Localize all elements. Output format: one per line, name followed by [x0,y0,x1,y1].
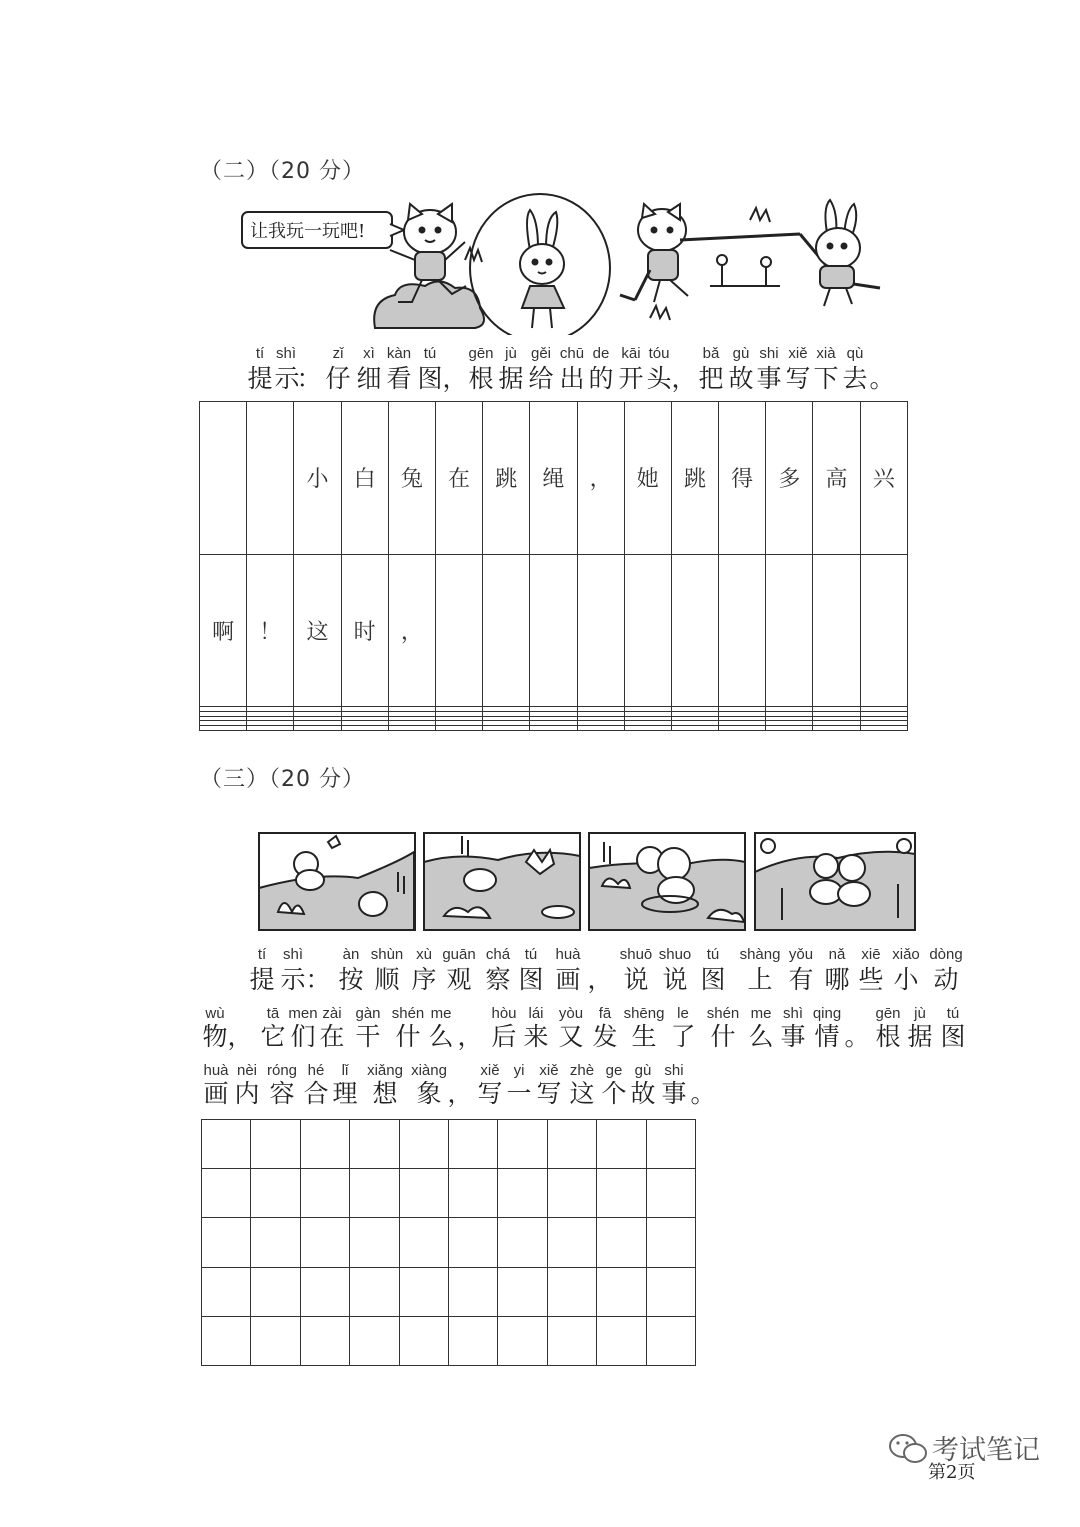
grid-cell[interactable] [350,1120,399,1169]
pinyin: tí [257,946,267,963]
pinyin: gù [634,1062,652,1079]
grid-cell[interactable] [498,1218,547,1267]
hint-char: 下 [813,364,839,393]
hint-char: 故 [630,1079,656,1108]
grid-row [202,1267,696,1316]
pinyin: me [750,1005,772,1022]
grid-cell[interactable] [202,1267,251,1316]
hint-char: 想 [372,1079,398,1108]
pinyin: kàn [386,345,412,362]
pinyin: shēng [623,1005,665,1022]
pinyin: tú [706,946,720,963]
pinyin: shì [782,1005,804,1022]
grid-cell[interactable]: 跳 [483,402,530,555]
hint-char: ， [671,364,697,393]
grid-cell[interactable] [247,402,294,555]
pinyin: bǎ [702,345,720,362]
hint-char: 上 [747,965,773,994]
grid-cell[interactable] [498,1169,547,1218]
pinyin: shén [706,1005,740,1022]
grid-cell[interactable] [547,1120,596,1169]
grid-cell[interactable] [251,1169,300,1218]
hint-char: ， [442,364,468,393]
section-3-title: （三）（20 分） [200,767,365,792]
pinyin: yǒu [788,946,814,963]
hint-char: 观 [446,965,472,994]
hint-char: 仔 [325,364,351,393]
pinyin: róng [266,1062,298,1079]
pinyin: le [677,1005,689,1022]
grid-cell[interactable] [597,1267,646,1316]
pinyin: lǐ [341,1062,349,1079]
grid-row [200,402,908,555]
hint-char: 理 [332,1079,358,1108]
grid-cell[interactable] [766,726,813,731]
hint-char: ， [587,965,613,994]
grid-cell[interactable] [251,1120,300,1169]
bush-icon [374,281,484,328]
hint-char: 后 [491,1022,517,1051]
pinyin: de [592,345,610,362]
speech-bubble [242,212,404,248]
pinyin: chū [559,345,585,362]
pinyin: jù [914,1005,926,1022]
hint-char: 。 [844,1022,870,1051]
hint-char: 序 [411,965,437,994]
pinyin: shuo [658,946,692,963]
hint-char: 给 [528,364,554,393]
hint-char: 按 [338,965,364,994]
pinyin: gēn [875,1005,901,1022]
pinyin: lái [528,1005,544,1022]
grid-cell[interactable] [200,402,247,555]
section-3-hint-text-2 [0,1021,1080,1053]
pinyin: gù [732,345,750,362]
pinyin: tā [266,1005,280,1022]
hint-char: 有 [788,965,814,994]
pinyin: yòu [558,1005,584,1022]
grid-cell[interactable] [597,1218,646,1267]
grid-cell[interactable] [577,726,624,731]
hint-char: ， [447,1079,473,1108]
hint-char: 合 [303,1079,329,1108]
grid-cell[interactable] [388,726,435,731]
hint-char: 个 [601,1079,627,1108]
hint-char: 在 [319,1022,345,1051]
pinyin: hòu [491,1005,517,1022]
pinyin: men [288,1005,318,1022]
grid-cell[interactable] [498,1267,547,1316]
grid-cell[interactable] [202,1120,251,1169]
grid-cell[interactable] [719,554,766,707]
grid-cell[interactable] [399,1169,448,1218]
hint-char: 事 [780,1022,806,1051]
grid-cell[interactable] [860,554,907,707]
grid-row [202,1120,696,1169]
hint-char: 情 [814,1022,840,1051]
pinyin: shén [391,1005,425,1022]
pinyin: xiě [788,345,808,362]
grid-cell[interactable] [498,1316,547,1365]
grid-cell[interactable] [300,1316,349,1365]
hint-char: 容 [269,1079,295,1108]
hint-char: 们 [290,1022,316,1051]
grid-cell[interactable] [719,726,766,731]
grid-cell[interactable] [300,1169,349,1218]
hint-char: 。 [869,364,895,393]
pinyin: tóu [648,345,670,362]
pinyin: tú [946,1005,960,1022]
hint-char: 它 [260,1022,286,1051]
watermark-brand: 考试笔记 [932,1435,1040,1466]
grid-cell[interactable] [399,1267,448,1316]
tug-of-war-icon [620,200,880,306]
hint-char: 又 [558,1022,584,1051]
section-2-hint-text [0,363,1080,395]
pinyin: xì [363,345,375,362]
hint-char: 来 [523,1022,549,1051]
hint-char: 提 [249,965,275,994]
grid-cell[interactable]: ！ [247,554,294,707]
hint-char: 一 [506,1079,532,1108]
grid-cell[interactable] [399,1316,448,1365]
hint-char: 提 [247,364,273,393]
pinyin: kāi [621,345,641,362]
grid-cell[interactable] [860,726,907,731]
grid-cell[interactable] [350,1267,399,1316]
grid-cell[interactable] [202,1169,251,1218]
hint-char: ： [305,965,331,994]
grid-cell[interactable] [251,1218,300,1267]
hint-char: 图 [700,965,726,994]
section-3-hint-pinyin-1 [0,946,1080,966]
hint-char: 出 [559,364,585,393]
hint-char: 干 [355,1022,381,1051]
hint-char: 写 [536,1079,562,1108]
pinyin: xiē [861,946,881,963]
grid-cell[interactable] [547,1169,596,1218]
pinyin: xià [816,345,836,362]
hint-char: 象 [416,1079,442,1108]
pinyin: qù [846,345,864,362]
panel-3 [589,833,745,930]
hint-char: 去 [842,364,868,393]
grid-cell[interactable] [766,554,813,707]
hint-char: 头 [646,364,672,393]
pinyin: shi [759,345,779,362]
hint-char: 图 [518,965,544,994]
pinyin: zǐ [332,345,344,362]
hint-char: 图 [940,1022,966,1051]
hint-char: 么 [748,1022,774,1051]
hint-char: 发 [592,1022,618,1051]
grid-cell[interactable] [399,1218,448,1267]
section-2-title: （二）（20 分） [200,159,365,184]
grid-cell[interactable] [247,726,294,731]
grass-icon [465,248,482,262]
grid-cell[interactable] [300,1218,349,1267]
grid-cell[interactable] [341,726,388,731]
pinyin: gàn [355,1005,381,1022]
section-2-illustration [240,190,890,335]
wechat-icon [888,1432,928,1466]
grid-cell[interactable] [251,1316,300,1365]
hint-char: ， [457,1022,483,1051]
hint-char: 生 [631,1022,657,1051]
hint-char: 内 [234,1079,260,1108]
pinyin: hé [307,1062,325,1079]
hint-char: 示 [274,364,300,393]
section-2-writing-grid[interactable] [199,401,908,731]
hint-char: 么 [428,1022,454,1051]
hint-char: 。 [690,1079,716,1108]
grid-cell[interactable]: 兔 [388,402,435,555]
grid-cell[interactable]: 在 [435,402,482,555]
pinyin: shùn [370,946,404,963]
grid-cell[interactable] [435,554,482,707]
pinyin: guān [442,946,476,963]
grid-cell[interactable] [202,1316,251,1365]
pinyin: shi [664,1062,684,1079]
hint-char: 这 [569,1079,595,1108]
hint-char: 画 [203,1079,229,1108]
pinyin: huà [203,1062,229,1079]
grid-cell[interactable]: 高 [813,402,860,555]
grid-cell[interactable] [448,1267,497,1316]
pinyin: àn [342,946,360,963]
hint-char: 的 [588,364,614,393]
grid-cell[interactable] [813,726,860,731]
hint-char: 写 [785,364,811,393]
hint-char: 什 [710,1022,736,1051]
hint-char: 顺 [374,965,400,994]
grid-cell[interactable] [671,554,718,707]
grid-cell[interactable] [350,1169,399,1218]
hint-char: ： [296,364,322,393]
grid-cell[interactable] [597,1169,646,1218]
pinyin: shì [282,946,304,963]
grid-row [202,1169,696,1218]
grid-cell[interactable] [646,1120,695,1169]
section-3-writing-grid[interactable] [201,1119,696,1366]
section-2-hint-pinyin [0,345,1080,365]
grid-cell[interactable]: 多 [766,402,813,555]
grid-cell[interactable] [200,726,247,731]
grid-cell[interactable] [646,1267,695,1316]
hint-char: 把 [698,364,724,393]
pinyin: shuō [619,946,653,963]
pinyin: shì [275,345,297,362]
hint-char: 根 [468,364,494,393]
pinyin: qing [812,1005,842,1022]
section-3-illustration [258,832,918,932]
grid-cell[interactable] [624,726,671,731]
grid-cell[interactable] [547,1316,596,1365]
pinyin: jù [505,345,517,362]
hint-char: 什 [395,1022,421,1051]
grid-cell[interactable] [202,1218,251,1267]
grid-cell[interactable] [399,1120,448,1169]
grid-row [202,1316,696,1365]
grid-cell[interactable] [251,1267,300,1316]
pinyin: tí [255,345,265,362]
grid-cell[interactable] [624,554,671,707]
pinyin: gēn [468,345,494,362]
grid-cell[interactable] [547,1267,596,1316]
hint-char: 示 [280,965,306,994]
grid-row [200,554,908,707]
pinyin: yi [513,1062,525,1079]
grid-cell[interactable]: 这 [294,554,341,707]
pinyin: xù [416,946,432,963]
grid-cell[interactable]: ， [388,554,435,707]
grid-cell[interactable] [448,1169,497,1218]
pinyin: huà [555,946,581,963]
pinyin: me [430,1005,452,1022]
grid-cell[interactable] [646,1169,695,1218]
hint-char: 写 [477,1079,503,1108]
hint-char: 动 [933,965,959,994]
pinyin: shàng [739,946,781,963]
panel-1 [259,833,415,930]
grid-cell[interactable]: 时 [341,554,388,707]
pinyin: fā [598,1005,612,1022]
pinyin: xiǎng [367,1062,403,1079]
grid-cell[interactable] [547,1218,596,1267]
pinyin: tú [423,345,437,362]
pinyin: nèi [236,1062,258,1079]
hint-char: 察 [485,965,511,994]
grid-cell[interactable] [483,726,530,731]
grid-cell[interactable]: 小 [294,402,341,555]
panel-4 [755,833,915,930]
hint-char: 看 [386,364,412,393]
grid-cell[interactable] [646,1316,695,1365]
pinyin: zhè [569,1062,595,1079]
pinyin: dòng [929,946,963,963]
grid-cell[interactable] [530,726,577,731]
hint-char: 事 [661,1079,687,1108]
page-number: 第2页 [928,1462,976,1483]
pinyin: gěi [530,345,552,362]
hint-char: 据 [498,364,524,393]
grid-cell[interactable]: 绳 [530,402,577,555]
grid-cell[interactable] [483,554,530,707]
grid-cell[interactable] [300,1120,349,1169]
grid-cell[interactable] [646,1218,695,1267]
hint-char: 说 [662,965,688,994]
grid-cell[interactable] [350,1316,399,1365]
grid-cell[interactable] [597,1316,646,1365]
grid-cell[interactable]: 得 [719,402,766,555]
grid-cell[interactable] [597,1120,646,1169]
hint-char: 据 [907,1022,933,1051]
grid-cell[interactable]: 兴 [860,402,907,555]
grid-cell[interactable] [350,1218,399,1267]
pinyin: ge [605,1062,623,1079]
bubble-text: 让我玩一玩吧! [250,221,366,242]
grid-cell[interactable] [813,554,860,707]
watermark [888,1424,1058,1484]
pinyin: tú [524,946,538,963]
grid-cell[interactable]: 她 [624,402,671,555]
pinyin: xiě [539,1062,559,1079]
hint-char: 物 [202,1022,228,1051]
grid-cell[interactable] [498,1120,547,1169]
hint-char: 细 [356,364,382,393]
hint-char: 开 [618,364,644,393]
grid-row [202,1218,696,1267]
grid-cell[interactable] [448,1316,497,1365]
hint-char: ， [227,1022,253,1051]
grid-cell[interactable] [448,1120,497,1169]
hint-char: 根 [875,1022,901,1051]
rabbit-skipping-icon [470,194,610,335]
hint-char: 哪 [824,965,850,994]
pinyin: zài [322,1005,342,1022]
pinyin: xiàng [411,1062,447,1079]
hint-char: 些 [858,965,884,994]
grid-cell[interactable] [671,726,718,731]
grid-cell[interactable]: 跳 [671,402,718,555]
hint-char: 小 [893,965,919,994]
hint-char: 事 [756,364,782,393]
grid-row [200,726,908,731]
grid-cell[interactable]: ， [577,402,624,555]
panel-2 [424,833,580,930]
grid-cell[interactable] [435,726,482,731]
pinyin: nǎ [828,946,846,963]
pinyin: xiǎo [892,946,920,963]
pinyin: chá [485,946,511,963]
grid-cell[interactable] [300,1267,349,1316]
grid-cell[interactable] [294,726,341,731]
grid-cell[interactable] [448,1218,497,1267]
section-3-hint-text-1 [0,964,1080,996]
hint-char: 图 [417,364,443,393]
grid-cell[interactable]: 啊 [200,554,247,707]
hint-char: 了 [670,1022,696,1051]
grid-cell[interactable]: 白 [341,402,388,555]
pinyin: wù [205,1005,225,1022]
grid-cell[interactable] [577,554,624,707]
section-3-hint-text-3 [0,1078,1080,1110]
hint-char: 画 [555,965,581,994]
pinyin: xiě [480,1062,500,1079]
grid-cell[interactable] [530,554,577,707]
hint-char: 说 [623,965,649,994]
hint-char: 故 [728,364,754,393]
